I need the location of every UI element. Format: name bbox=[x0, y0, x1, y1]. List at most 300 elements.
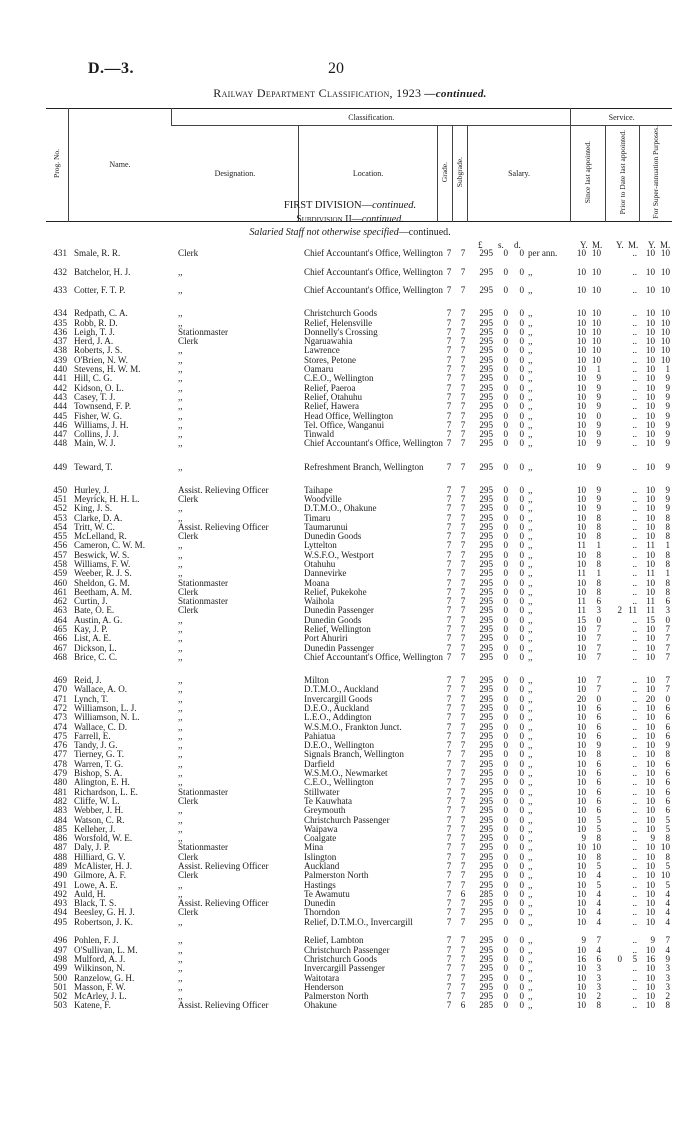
salary-pounds: 295 bbox=[479, 540, 493, 551]
super-years: 10 bbox=[645, 805, 655, 816]
employee-name: Smale, R. R. bbox=[74, 249, 121, 258]
salary-pounds: 295 bbox=[479, 684, 493, 695]
salary-shillings: 0 bbox=[503, 888, 508, 899]
designation: ,, bbox=[178, 694, 183, 704]
designation: ,, bbox=[178, 550, 183, 560]
super-years: 10 bbox=[645, 786, 655, 797]
salary-shillings: 0 bbox=[503, 991, 508, 1002]
since-last-years: 10 bbox=[576, 549, 586, 560]
salary-period: ,, bbox=[528, 972, 533, 983]
salary-pounds: 295 bbox=[479, 512, 493, 523]
salary-shillings: 0 bbox=[503, 898, 508, 909]
designation: ,, bbox=[178, 374, 183, 384]
salary-pounds: 295 bbox=[479, 354, 493, 365]
since-last-years: 10 bbox=[576, 410, 586, 421]
designation: Clerk bbox=[178, 796, 199, 806]
super-months: 10 bbox=[660, 842, 670, 853]
designation: Clerk bbox=[178, 249, 199, 258]
super-years: 10 bbox=[645, 317, 655, 328]
super-years: 10 bbox=[645, 401, 655, 412]
designation: ,, bbox=[178, 964, 183, 974]
prog-no: 438 bbox=[53, 345, 67, 356]
location: D.E.O., Auckland bbox=[304, 702, 369, 713]
prior-years: 2 bbox=[617, 605, 622, 616]
salary-pounds: 295 bbox=[479, 963, 493, 974]
table-row bbox=[46, 974, 686, 983]
super-months: 9 bbox=[665, 419, 670, 430]
super-months: 4 bbox=[665, 944, 670, 955]
super-years: 10 bbox=[645, 248, 655, 258]
super-months: 9 bbox=[665, 461, 670, 472]
salary-shillings: 0 bbox=[503, 614, 508, 625]
table-row bbox=[46, 523, 686, 532]
prog-no: 492 bbox=[53, 888, 67, 899]
prior-months: .. bbox=[632, 795, 637, 806]
location: Stillwater bbox=[304, 786, 340, 797]
prior-months: .. bbox=[632, 577, 637, 588]
since-last-years: 10 bbox=[576, 266, 586, 277]
super-years: 10 bbox=[645, 586, 655, 597]
since-last-months: 6 bbox=[596, 702, 601, 713]
salary-period: ,, bbox=[528, 777, 533, 788]
salary-period: ,, bbox=[528, 898, 533, 909]
since-last-years: 10 bbox=[576, 336, 586, 347]
salary-period: ,, bbox=[528, 888, 533, 899]
prior-months: .. bbox=[632, 675, 637, 686]
running-head-title: Railway Department Classification, 1923 bbox=[213, 86, 422, 100]
subgrade: 7 bbox=[460, 898, 466, 909]
employee-name: Teward, T. bbox=[74, 462, 113, 472]
prog-no: 454 bbox=[53, 521, 67, 532]
unit-pence: d. bbox=[514, 240, 521, 250]
grade: 7 bbox=[446, 1000, 452, 1011]
super-months: 10 bbox=[660, 248, 670, 258]
location: Ngaruawahia bbox=[304, 336, 353, 347]
prog-no: 497 bbox=[53, 944, 67, 955]
subgrade: 7 bbox=[460, 916, 466, 927]
salary-pence: 0 bbox=[519, 596, 524, 607]
super-months: 7 bbox=[665, 651, 670, 662]
designation: ,, bbox=[178, 643, 183, 653]
grade: 7 bbox=[446, 758, 452, 769]
salary-period: ,, bbox=[528, 285, 533, 296]
since-last-months: 6 bbox=[596, 786, 601, 797]
employee-name: Hill, C. G. bbox=[74, 374, 113, 384]
super-years: 10 bbox=[645, 484, 655, 495]
employee-name: Wallace, C. D. bbox=[74, 722, 128, 732]
grade: 7 bbox=[446, 336, 452, 347]
salary-period: ,, bbox=[528, 721, 533, 732]
table-row bbox=[46, 778, 686, 787]
location: Dunedin Goods bbox=[304, 614, 362, 625]
subgrade: 7 bbox=[460, 382, 466, 393]
grade: 7 bbox=[446, 712, 452, 723]
grade: 7 bbox=[446, 624, 452, 635]
since-last-months: 9 bbox=[596, 484, 601, 495]
unit-shilling: s. bbox=[498, 240, 504, 250]
salary-shillings: 0 bbox=[503, 870, 508, 881]
super-months: 7 bbox=[665, 642, 670, 653]
employee-name: Curtin, J. bbox=[74, 597, 108, 607]
salary-period: ,, bbox=[528, 531, 533, 542]
since-last-years: 10 bbox=[576, 624, 586, 635]
subgrade: 7 bbox=[460, 336, 466, 347]
super-months: 6 bbox=[665, 702, 670, 713]
employee-name: Pohlen, F. J. bbox=[74, 936, 119, 946]
prog-no: 485 bbox=[53, 823, 67, 834]
grade: 7 bbox=[446, 879, 452, 890]
super-months: 9 bbox=[665, 484, 670, 495]
grade: 7 bbox=[446, 596, 452, 607]
prior-months: .. bbox=[632, 944, 637, 955]
super-months: 5 bbox=[665, 823, 670, 834]
since-last-months: 8 bbox=[596, 586, 601, 597]
salary-shillings: 0 bbox=[503, 568, 508, 579]
prior-months: .. bbox=[632, 879, 637, 890]
salary-shillings: 0 bbox=[503, 336, 508, 347]
super-years: 10 bbox=[645, 675, 655, 686]
prog-no: 498 bbox=[53, 953, 67, 964]
salary-pence: 0 bbox=[519, 317, 524, 328]
designation: ,, bbox=[178, 824, 183, 834]
designation: Clerk bbox=[178, 908, 199, 918]
since-last-years: 10 bbox=[576, 493, 586, 504]
salary-period: ,, bbox=[528, 336, 533, 347]
location: Dannevirke bbox=[304, 568, 347, 579]
location: Relief, Wellington bbox=[304, 624, 371, 635]
since-last-months: 3 bbox=[596, 963, 601, 974]
location: W.S.M.O., Newmarket bbox=[304, 768, 388, 779]
salary-pounds: 295 bbox=[479, 624, 493, 635]
employee-name: Kelleher, J. bbox=[74, 824, 116, 834]
salary-shillings: 0 bbox=[503, 693, 508, 704]
salary-pounds: 295 bbox=[479, 429, 493, 440]
salary-period: ,, bbox=[528, 596, 533, 607]
since-last-months: 9 bbox=[596, 493, 601, 504]
salary-pence: 0 bbox=[519, 870, 524, 881]
location: Relief, Lambton bbox=[304, 935, 364, 946]
employee-name: O'Sullivan, L. M. bbox=[74, 945, 138, 955]
salary-shillings: 0 bbox=[503, 438, 508, 449]
subgrade: 7 bbox=[460, 266, 466, 277]
since-last-years: 10 bbox=[576, 308, 586, 319]
designation: ,, bbox=[178, 430, 183, 440]
salary-shillings: 0 bbox=[503, 953, 508, 964]
prog-no: 491 bbox=[53, 879, 67, 890]
location: D.E.O., Wellington bbox=[304, 740, 375, 751]
prog-no: 466 bbox=[53, 633, 67, 644]
table-row bbox=[46, 890, 686, 899]
salary-pence: 0 bbox=[519, 285, 524, 296]
grade: 7 bbox=[446, 373, 452, 384]
salary-shillings: 0 bbox=[503, 540, 508, 551]
super-months: 1 bbox=[665, 540, 670, 551]
salary-shillings: 0 bbox=[503, 916, 508, 927]
super-years: 9 bbox=[650, 935, 655, 946]
employee-name: Ranzelow, G. H. bbox=[74, 973, 135, 983]
since-last-years: 10 bbox=[576, 768, 586, 779]
since-last-months: 3 bbox=[596, 605, 601, 616]
prog-no: 486 bbox=[53, 833, 67, 844]
super-years: 10 bbox=[645, 438, 655, 449]
location: Stores, Petone bbox=[304, 354, 357, 365]
salary-period: ,, bbox=[528, 675, 533, 686]
designation: ,, bbox=[178, 420, 183, 430]
location: Timaru bbox=[304, 512, 331, 523]
salary-shillings: 0 bbox=[503, 972, 508, 983]
salary-shillings: 0 bbox=[503, 493, 508, 504]
subgrade: 7 bbox=[460, 512, 466, 523]
salary-pounds: 295 bbox=[479, 336, 493, 347]
employee-name: Kay, J. P. bbox=[74, 625, 108, 635]
location: Relief, Pukekohe bbox=[304, 586, 367, 597]
location: Dunedin bbox=[304, 898, 336, 909]
super-months: 6 bbox=[665, 712, 670, 723]
salary-pence: 0 bbox=[519, 531, 524, 542]
grade: 7 bbox=[446, 730, 452, 741]
since-last-months: 4 bbox=[596, 888, 601, 899]
salary-period: ,, bbox=[528, 429, 533, 440]
designation: Stationmaster bbox=[178, 597, 229, 607]
prior-months: .. bbox=[632, 851, 637, 862]
super-months: 8 bbox=[665, 1000, 670, 1011]
employee-name: King, J. S. bbox=[74, 504, 113, 514]
salary-shillings: 0 bbox=[503, 354, 508, 365]
super-months: 10 bbox=[660, 870, 670, 881]
designation: ,, bbox=[178, 569, 183, 579]
since-last-years: 10 bbox=[576, 326, 586, 337]
super-months: 6 bbox=[665, 758, 670, 769]
table-row bbox=[46, 625, 686, 634]
prior-months: .. bbox=[632, 285, 637, 296]
location: Chief Accountant's Office, Wellington bbox=[304, 248, 443, 258]
super-years: 10 bbox=[645, 842, 655, 853]
salary-shillings: 0 bbox=[503, 373, 508, 384]
salary-period: ,, bbox=[528, 326, 533, 337]
designation: ,, bbox=[178, 778, 183, 788]
location: Hastings bbox=[304, 879, 336, 890]
super-years: 10 bbox=[645, 916, 655, 927]
super-months: 6 bbox=[665, 721, 670, 732]
since-last-months: 3 bbox=[596, 972, 601, 983]
salary-pence: 0 bbox=[519, 749, 524, 760]
employee-name: Tritt, W. C. bbox=[74, 522, 115, 532]
employee-name: Bishop, S. A. bbox=[74, 769, 123, 779]
super-months: 6 bbox=[665, 777, 670, 788]
super-years: 10 bbox=[645, 624, 655, 635]
grade: 7 bbox=[446, 326, 452, 337]
since-last-years: 10 bbox=[576, 419, 586, 430]
prior-months: .. bbox=[632, 823, 637, 834]
employee-name: Cotter, F. T. P. bbox=[74, 286, 126, 296]
subgrade: 7 bbox=[460, 991, 466, 1002]
salary-period: ,, bbox=[528, 614, 533, 625]
super-months: 10 bbox=[660, 266, 670, 277]
grade: 7 bbox=[446, 870, 452, 881]
salary-pence: 0 bbox=[519, 484, 524, 495]
salary-shillings: 0 bbox=[503, 684, 508, 695]
super-months: 9 bbox=[665, 401, 670, 412]
salary-period: ,, bbox=[528, 981, 533, 992]
salary-period: ,, bbox=[528, 833, 533, 844]
location: Dunedin Passenger bbox=[304, 642, 374, 653]
super-months: 9 bbox=[665, 438, 670, 449]
designation: ,, bbox=[178, 731, 183, 741]
salary-pence: 0 bbox=[519, 758, 524, 769]
prog-no: 449 bbox=[53, 461, 67, 472]
prog-no: 481 bbox=[53, 786, 67, 797]
since-last-years: 10 bbox=[576, 721, 586, 732]
super-years: 10 bbox=[645, 382, 655, 393]
super-months: 9 bbox=[665, 410, 670, 421]
employee-name: Daly, J. P. bbox=[74, 843, 111, 853]
salary-pence: 0 bbox=[519, 401, 524, 412]
salary-period: ,, bbox=[528, 953, 533, 964]
unit-months-2: M. bbox=[628, 240, 639, 250]
super-years: 10 bbox=[645, 740, 655, 751]
location: Christchurch Goods bbox=[304, 953, 377, 964]
designation: ,, bbox=[178, 945, 183, 955]
grade: 7 bbox=[446, 693, 452, 704]
since-last-years: 10 bbox=[576, 944, 586, 955]
salary-shillings: 0 bbox=[503, 577, 508, 588]
since-last-months: 9 bbox=[596, 461, 601, 472]
salary-period: ,, bbox=[528, 991, 533, 1002]
grade: 7 bbox=[446, 651, 452, 662]
grade: 7 bbox=[446, 633, 452, 644]
super-years: 10 bbox=[645, 651, 655, 662]
since-last-months: 8 bbox=[596, 521, 601, 532]
salary-pence: 0 bbox=[519, 777, 524, 788]
prior-months: .. bbox=[632, 888, 637, 899]
staff-list bbox=[46, 249, 686, 1011]
employee-name: Main, W. J. bbox=[74, 439, 116, 449]
grade: 7 bbox=[446, 586, 452, 597]
prior-months: .. bbox=[632, 596, 637, 607]
salary-pence: 0 bbox=[519, 963, 524, 974]
since-last-years: 10 bbox=[576, 851, 586, 862]
employee-name: Meyrick, H. H. L. bbox=[74, 494, 140, 504]
salary-period: ,, bbox=[528, 823, 533, 834]
super-years: 10 bbox=[645, 336, 655, 347]
super-months: 1 bbox=[665, 568, 670, 579]
salary-pence: 0 bbox=[519, 549, 524, 560]
salary-pounds: 295 bbox=[479, 805, 493, 816]
table-row bbox=[46, 797, 686, 806]
table-row bbox=[46, 486, 686, 495]
super-months: 10 bbox=[660, 336, 670, 347]
prior-months: .. bbox=[632, 916, 637, 927]
salary-shillings: 0 bbox=[503, 768, 508, 779]
prog-no: 467 bbox=[53, 642, 67, 653]
since-last-months: 6 bbox=[596, 712, 601, 723]
since-last-years: 10 bbox=[576, 823, 586, 834]
since-last-months: 7 bbox=[596, 675, 601, 686]
prior-months: .. bbox=[632, 702, 637, 713]
since-last-months: 5 bbox=[596, 823, 601, 834]
prog-no: 453 bbox=[53, 512, 67, 523]
salary-shillings: 0 bbox=[503, 382, 508, 393]
location: Pahiatua bbox=[304, 730, 336, 741]
salary-pounds: 295 bbox=[479, 651, 493, 662]
since-last-years: 10 bbox=[576, 981, 586, 992]
prog-no: 502 bbox=[53, 991, 67, 1002]
since-last-months: 7 bbox=[596, 935, 601, 946]
designation: ,, bbox=[178, 834, 183, 844]
salary-pence: 0 bbox=[519, 944, 524, 955]
super-months: 8 bbox=[665, 577, 670, 588]
salary-period: ,, bbox=[528, 577, 533, 588]
super-months: 8 bbox=[665, 833, 670, 844]
designation: Assist. Relieving Officer bbox=[178, 485, 269, 495]
subgrade: 7 bbox=[460, 493, 466, 504]
location: Waipawa bbox=[304, 823, 338, 834]
subgrade: 6 bbox=[460, 1000, 466, 1011]
designation-header: Designation. bbox=[214, 168, 256, 178]
super-years: 10 bbox=[645, 777, 655, 788]
since-last-months: 9 bbox=[596, 740, 601, 751]
salary-period: ,, bbox=[528, 861, 533, 871]
salary-pounds: 295 bbox=[479, 317, 493, 328]
subgrade: 7 bbox=[460, 777, 466, 788]
super-months: 8 bbox=[665, 586, 670, 597]
employee-name: McLelland, R. bbox=[74, 532, 127, 542]
grade: 7 bbox=[446, 786, 452, 797]
since-last-months: 10 bbox=[591, 345, 601, 356]
location: Tel. Office, Wanganui bbox=[304, 419, 385, 430]
subgrade: 7 bbox=[460, 549, 466, 560]
subgrade: 7 bbox=[460, 870, 466, 881]
prog-no: 476 bbox=[53, 740, 67, 751]
super-months: 9 bbox=[665, 493, 670, 504]
since-last-years: 20 bbox=[576, 693, 586, 704]
since-last-months: 9 bbox=[596, 503, 601, 514]
salary-pounds: 295 bbox=[479, 266, 493, 277]
designation: ,, bbox=[178, 769, 183, 779]
prog-no: 488 bbox=[53, 851, 67, 862]
since-last-years: 10 bbox=[576, 317, 586, 328]
prior-months: .. bbox=[632, 559, 637, 569]
prior-months: .. bbox=[632, 768, 637, 779]
staff-note-suffix: —continued. bbox=[398, 227, 451, 238]
since-last-months: 8 bbox=[596, 531, 601, 542]
salary-pounds: 295 bbox=[479, 675, 493, 686]
salary-shillings: 0 bbox=[503, 730, 508, 741]
super-years: 10 bbox=[645, 721, 655, 732]
since-last-years: 10 bbox=[576, 898, 586, 909]
since-last-months: 8 bbox=[596, 577, 601, 588]
since-last-years: 10 bbox=[576, 907, 586, 918]
subgrade: 7 bbox=[460, 248, 466, 258]
super-years: 10 bbox=[645, 1000, 655, 1011]
super-years: 10 bbox=[645, 712, 655, 723]
since-last-years: 10 bbox=[576, 429, 586, 440]
location: D.T.M.O., Ohakune bbox=[304, 503, 377, 514]
salary-pounds: 295 bbox=[479, 438, 493, 449]
salary-pounds: 295 bbox=[479, 861, 493, 871]
prog-no: 475 bbox=[53, 730, 67, 741]
salary-period: ,, bbox=[528, 1000, 533, 1011]
location: Relief, Hawera bbox=[304, 401, 360, 412]
salary-pence: 0 bbox=[519, 740, 524, 751]
since-last-years: 15 bbox=[576, 614, 586, 625]
salary-period: ,, bbox=[528, 633, 533, 644]
designation: ,, bbox=[178, 365, 183, 375]
super-years: 10 bbox=[645, 512, 655, 523]
super-years: 11 bbox=[646, 568, 655, 579]
salary-pounds: 295 bbox=[479, 712, 493, 723]
since-last-months: 8 bbox=[596, 512, 601, 523]
